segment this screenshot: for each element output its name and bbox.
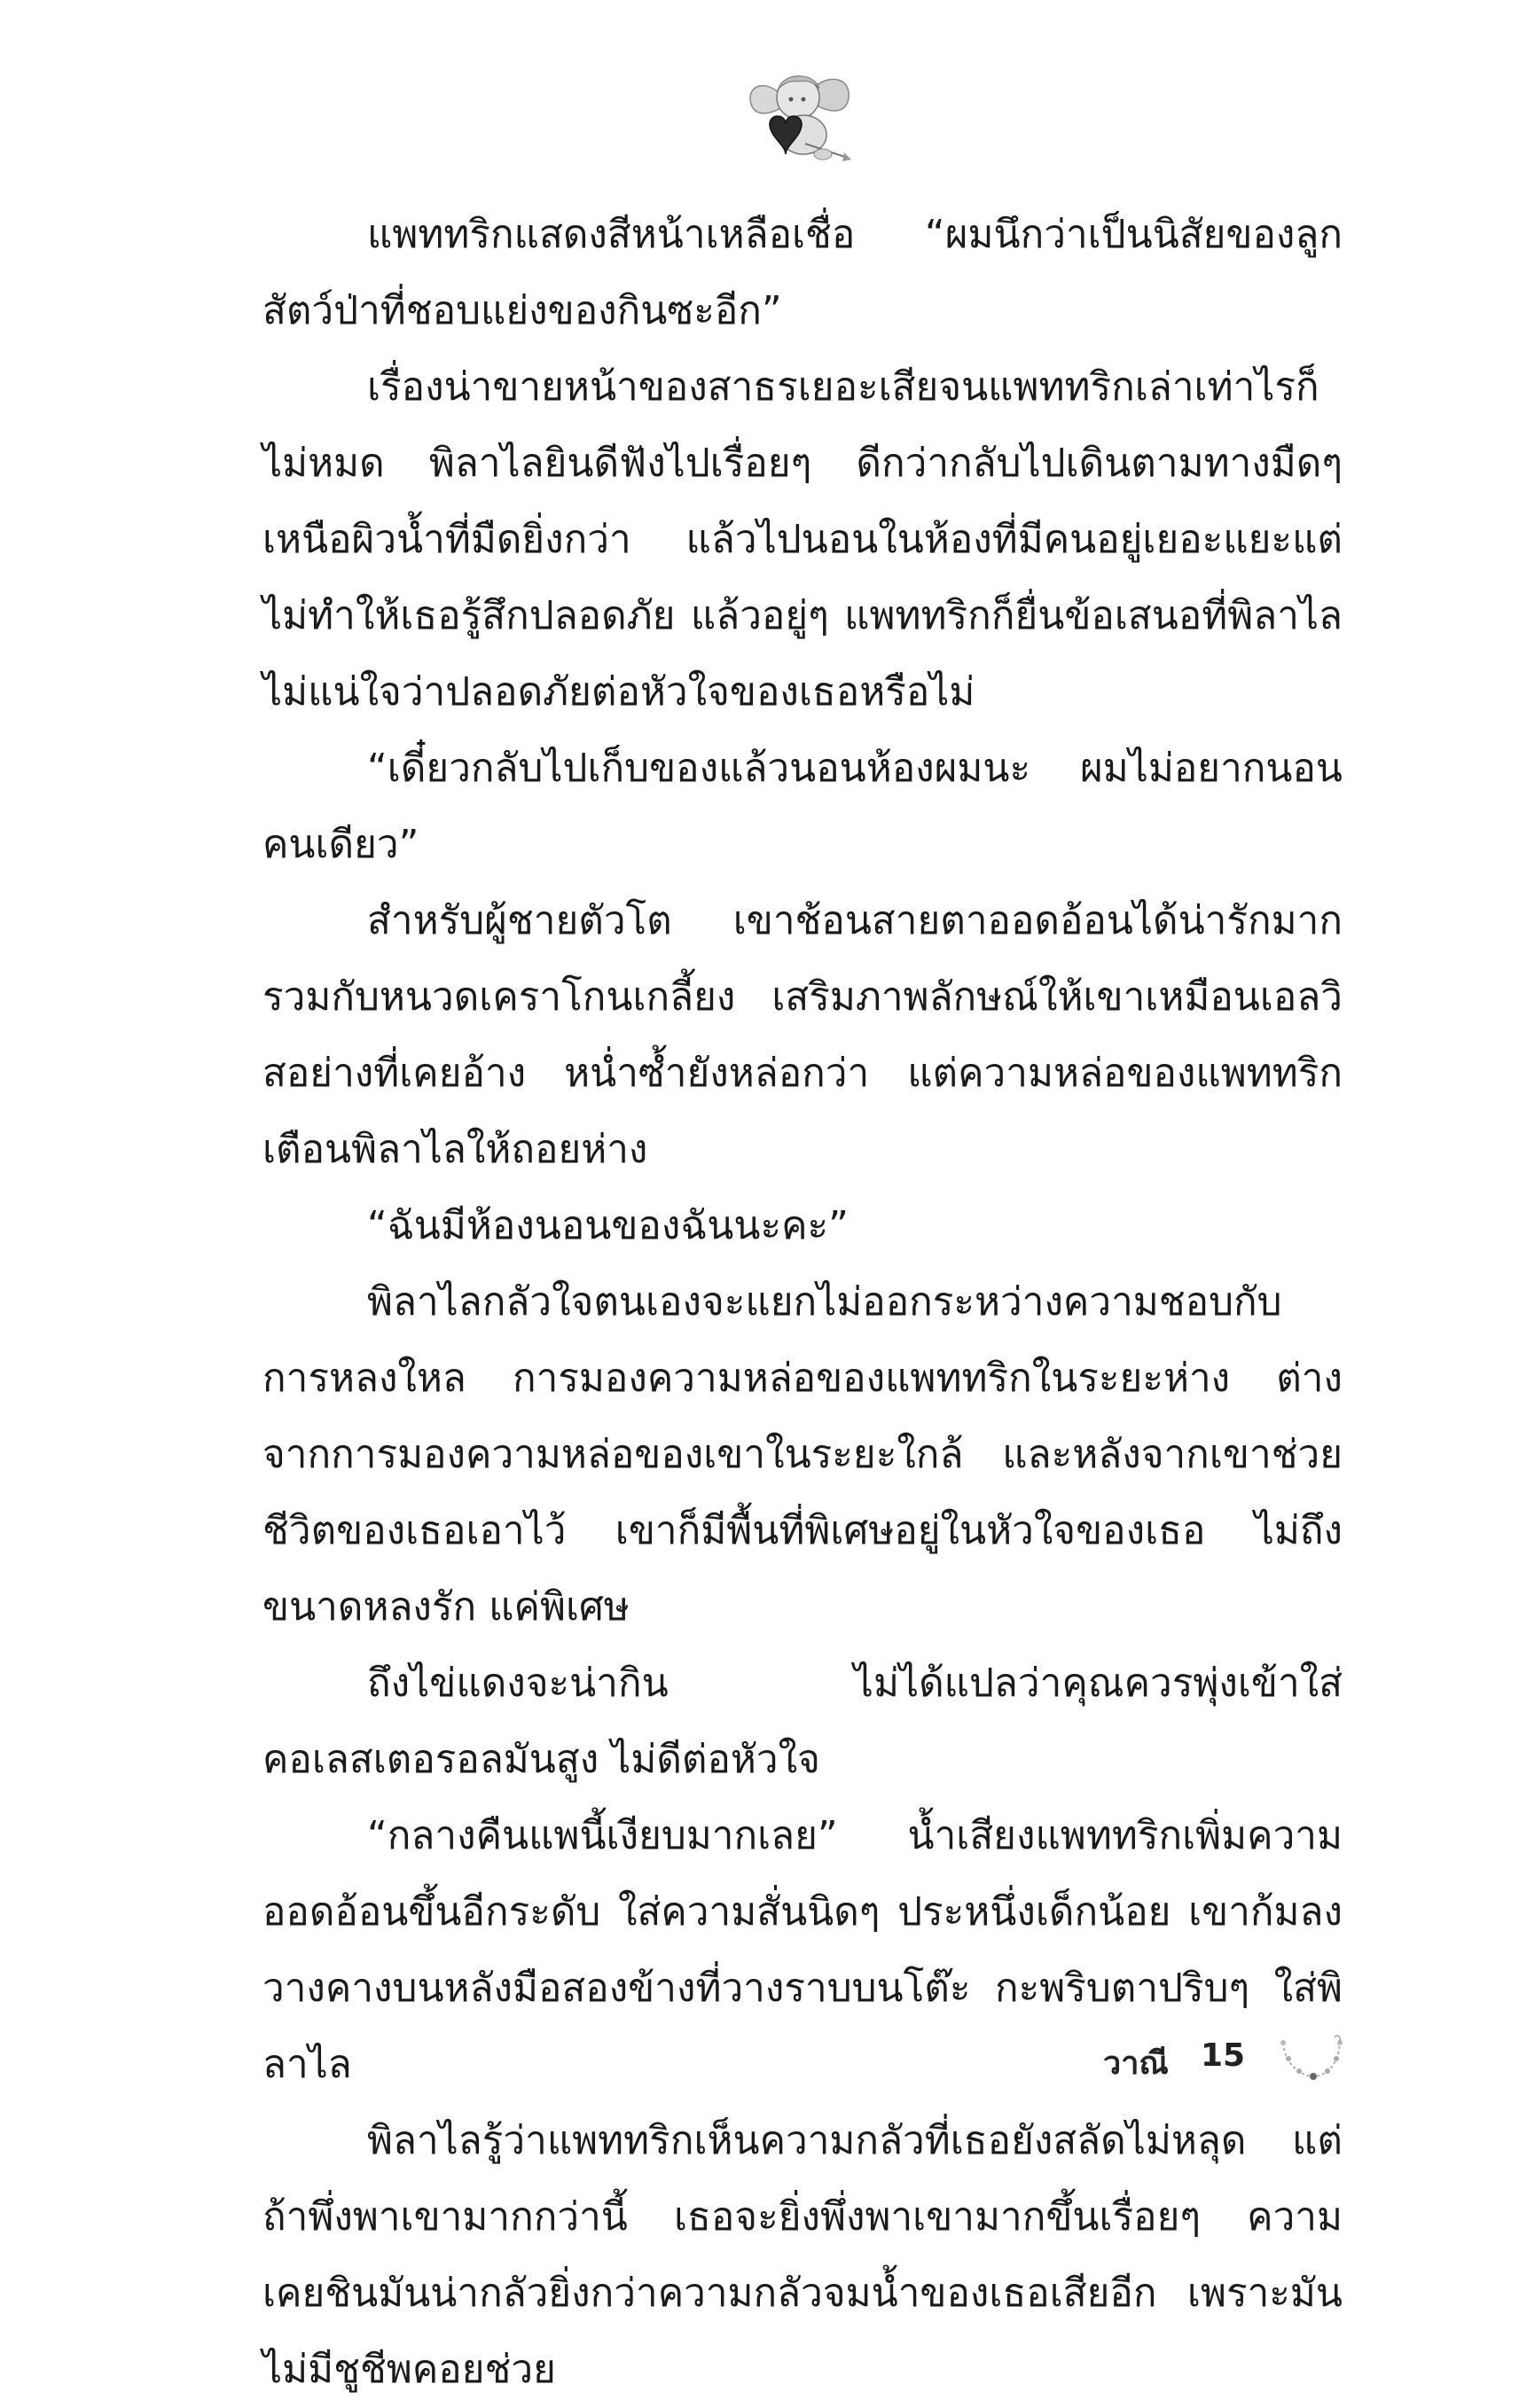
paragraph-6: พิลาไลกลัวใจตนเองจะแยกไม่ออกระหว่างความชอบกับการหลงใหล การมองความหล่อของแพททริกในระยะห่าง ต่างจากการมองความหล่อของเขาในระยะใกล้ และหลังจากเขาช่วยชีวิตของเธอเอาไว้ เขาก็มีพื้นที่พิเศษอยู่ในหัวใจของเธอ ไม่ถึงขนาดหลงรัก แค่พิเศษ bbox=[262, 1279, 1343, 1630]
paragraph-4: สำหรับผู้ชายตัวโต เขาช้อนสายตาออดอ้อนได้น่ารักมาก รวมกับหนวดเคราโกนเกลี้ยง เสริมภาพลักษณ์ให้เขาเหมือนเอลวิสอย่างที่เคยอ้าง หน่ำซ้ำยังหล่อกว่า แต่ความหล่อของแพททริกเตือนพิลาไลให้ถอยห่าง bbox=[262, 898, 1343, 1172]
bead-necklace-icon bbox=[1276, 2030, 1347, 2084]
paragraph-1: แพททริกแสดงสีหน้าเหลือเชื่อ “ผมนึกว่าเป็นนิสัยของลูกสัตว์ป่าที่ชอบแย่งของกินซะอีก” bbox=[262, 212, 1343, 333]
page-footer bbox=[1103, 2030, 1369, 2092]
cherub-with-heart-icon bbox=[743, 62, 858, 168]
paragraph-8: “กลางคืนแพนี้เงียบมากเลย” น้ำเสียงแพททริกเพิ่มความออดอ้อนขึ้นอีกระดับ ใส่ความสั่นนิดๆ ประหนึ่งเด็กน้อย เขาก้มลงวางคางบนหลังมือสองข้างที่วางราบบนโต๊ะ กะพริบตาปริบๆ ใส่พิลาไล bbox=[262, 1813, 1343, 2087]
paragraph-5: “ฉันมีห้องนอนของฉันนะคะ” bbox=[367, 1203, 849, 1248]
book-title: วาณี bbox=[1103, 2045, 1169, 2082]
paragraph-7: ถึงไข่แดงจะน่ากิน ไม่ได้แปลว่าคุณควรพุ่งเข้าใส่ คอเลสเตอรอลมันสูง ไม่ดีต่อหัวใจ bbox=[262, 1661, 1343, 1782]
paragraph-3: “เดี๋ยวกลับไปเก็บของแล้วนอนห้องผมนะ ผมไม่อยากนอนคนเดียว” bbox=[262, 746, 1343, 867]
paragraph-9: พิลาไลรู้ว่าแพททริกเห็นความกลัวที่เธอยังสลัดไม่หลุด แต่ถ้าพึ่งพาเขามากกว่านี้ เธอจะยิ่งพึ่งพาเขามากขึ้นเรื่อยๆ ความเคยชินมันน่ากลัวยิ่งกว่าความกลัวจมน้ำของเธอเสียอีก เพราะมันไม่มีชูชีพคอยช่วย bbox=[262, 2118, 1343, 2392]
page-number: 15 bbox=[1201, 2037, 1246, 2074]
paragraph-2: เรื่องน่าขายหน้าของสาธรเยอะเสียจนแพททริกเล่าเท่าไรก็ไม่หมด พิลาไลยินดีฟังไปเรื่อยๆ ดีกว่ากลับไปเดินตามทางมืดๆ เหนือผิวน้ำที่มืดยิ่งกว่า แล้วไปนอนในห้องที่มีคนอยู่เยอะแยะแต่ไม่ทำให้เธอรู้สึกปลอดภัย แล้วอยู่ๆ แพททริกก็ยื่นข้อเสนอที่พิลาไลไม่แน่ใจว่าปลอดภัยต่อหัวใจของเธอหรือไม่ bbox=[262, 364, 1343, 715]
